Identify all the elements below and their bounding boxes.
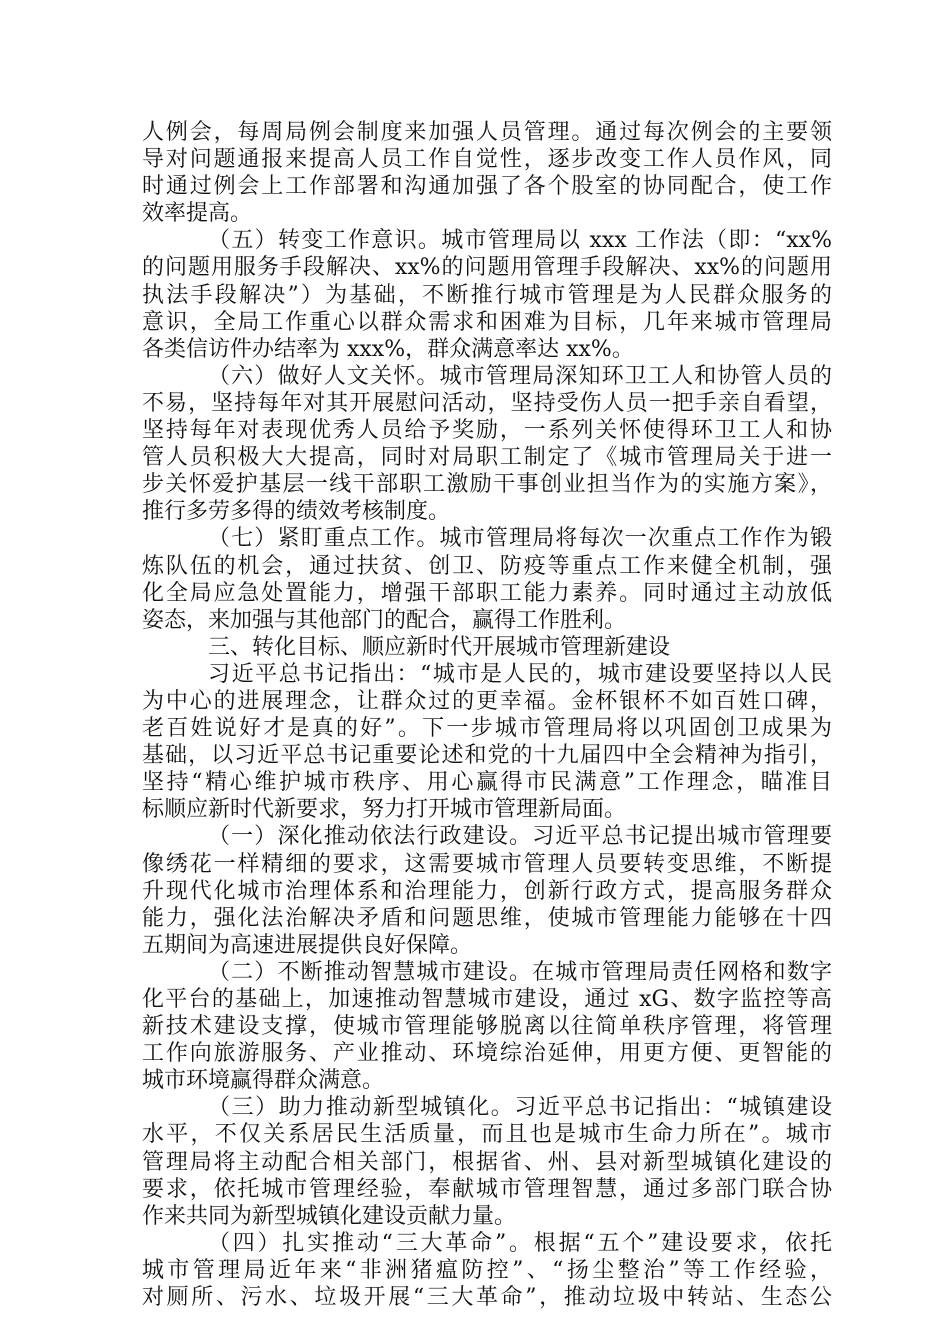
paragraph-line: （二）不断推动智慧城市建设。在城市管理局责任网格和数字	[208, 959, 832, 985]
paragraph-line: 效率提高。	[142, 201, 253, 227]
paragraph-line: 坚持每年对表现优秀人员给予奖励，一系列关怀使得环卫工人和协	[142, 418, 832, 444]
paragraph-line: 人例会，每周局例会制度来加强人员管理。通过每次例会的主要领	[142, 120, 832, 145]
paragraph-line: 化平台的基础上，加速推动智慧城市建设，通过 xG、数字监控等高	[142, 987, 832, 1012]
paragraph-line: 执法手段解决”）为基础，不断推行城市管理是为人民群众服务的	[142, 282, 832, 308]
paragraph-line: 升现代化城市治理体系和治理能力，创新行政方式，提高服务群众	[142, 878, 832, 904]
paragraph-line: 对厕所、污水、垃圾开展“三大革命”，推动垃圾中转站、生态公	[142, 1285, 832, 1311]
paragraph-line: 能力，强化法治解决矛盾和问题思维，使城市管理能力能够在十四	[142, 905, 832, 931]
paragraph-line: （三）助力推动新型城镇化。习近平总书记指出：“城镇建设	[208, 1095, 832, 1121]
paragraph-line: 坚持“精心维护城市秩序、用心赢得市民满意”工作理念，瞄准目	[142, 770, 832, 796]
paragraph-line: 作来共同为新型城镇化建设贡献力量。	[142, 1203, 517, 1229]
paragraph-line: （四）扎实推动“三大革命”。根据“五个”建设要求，依托	[208, 1230, 832, 1256]
paragraph-line: 意识，全局工作重心以群众需求和困难为目标，几年来城市管理局	[142, 309, 832, 335]
section-heading-line: 三、转化目标、顺应新时代开展城市管理新建设	[208, 634, 671, 660]
paragraph-line: 导对问题通报来提高人员工作自觉性，逐步改变工作人员作风，同	[142, 147, 832, 173]
paragraph-line: 不易，坚持每年对其开展慰问活动，坚持受伤人员一把手亲自看望，	[142, 390, 832, 416]
paragraph-line: 化全局应急处置能力，增强干部职工能力素养。同时通过主动放低	[142, 580, 832, 606]
paragraph-line: （六）做好人文关怀。城市管理局深知环卫工人和协管人员的	[208, 363, 832, 389]
paragraph-line: 老百姓说好才是真的好”。下一步城市管理局将以巩固创卫成果为	[142, 716, 832, 742]
paragraph-line: 基础，以习近平总书记重要论述和党的十九届四中全会精神为指引，	[142, 743, 832, 769]
document-body	[142, 119, 832, 1311]
paragraph-line: 城市管理局近年来“非洲猪瘟防控”、“扬尘整治”等工作经验，	[142, 1257, 832, 1283]
paragraph-line: 的问题用服务手段解决、xx%的问题用管理手段解决、xx%的问题用	[142, 255, 832, 281]
paragraph-line: 步关怀爱护基层一线干部职工激励干事创业担当作为的实施方案》，	[142, 472, 832, 498]
paragraph-line: 标顺应新时代新要求，努力打开城市管理新局面。	[142, 797, 627, 823]
paragraph-line: 为中心的进展理念，让群众过的更幸福。金杯银杯不如百姓口碑，	[142, 688, 832, 714]
paragraph-line: 各类信访件办结率为 xxx%，群众满意率达 xx%。	[142, 336, 634, 362]
paragraph-line: 推行多劳多得的绩效考核制度。	[142, 499, 451, 525]
paragraph-line: （七）紧盯重点工作。城市管理局将每次一次重点工作作为锻	[208, 526, 832, 552]
paragraph-line: 习近平总书记指出：“城市是人民的，城市建设要坚持以人民	[208, 661, 832, 687]
paragraph-line: （一）深化推动依法行政建设。习近平总书记提出城市管理要	[208, 824, 832, 850]
paragraph-line: 时通过例会上工作部署和沟通加强了各个股室的协同配合，使工作	[142, 174, 832, 200]
paragraph-line: 水平，不仅关系居民生活质量，而且也是城市生命力所在”。城市	[142, 1122, 832, 1148]
paragraph-line: 新技术建设支撑，使城市管理能够脱离以往简单秩序管理，将管理	[142, 1014, 832, 1040]
paragraph-line: 五期间为高速进展提供良好保障。	[142, 932, 473, 958]
paragraph-line: 管理局将主动配合相关部门，根据省、州、县对新型城镇化建设的	[142, 1149, 832, 1175]
paragraph-line: 工作向旅游服务、产业推动、环境综治延伸，用更方便、更智能的	[142, 1041, 832, 1067]
paragraph-line: 姿态，来加强与其他部门的配合，赢得工作胜利。	[142, 607, 627, 633]
paragraph-line: 城市环境赢得群众满意。	[142, 1068, 385, 1094]
paragraph-line: （五）转变工作意识。城市管理局以 xxx 工作法（即：“xx%	[208, 228, 832, 254]
paragraph-line: 像绣花一样精细的要求，这需要城市管理人员要转变思维，不断提	[142, 851, 832, 877]
paragraph-line: 要求，依托城市管理经验，奉献城市管理智慧，通过多部门联合协	[142, 1176, 832, 1202]
paragraph-line: 炼队伍的机会，通过扶贫、创卫、防疫等重点工作来健全机制，强	[142, 553, 832, 579]
paragraph-line: 管人员积极大大提高，同时对局职工制定了《城市管理局关于进一	[142, 445, 832, 471]
